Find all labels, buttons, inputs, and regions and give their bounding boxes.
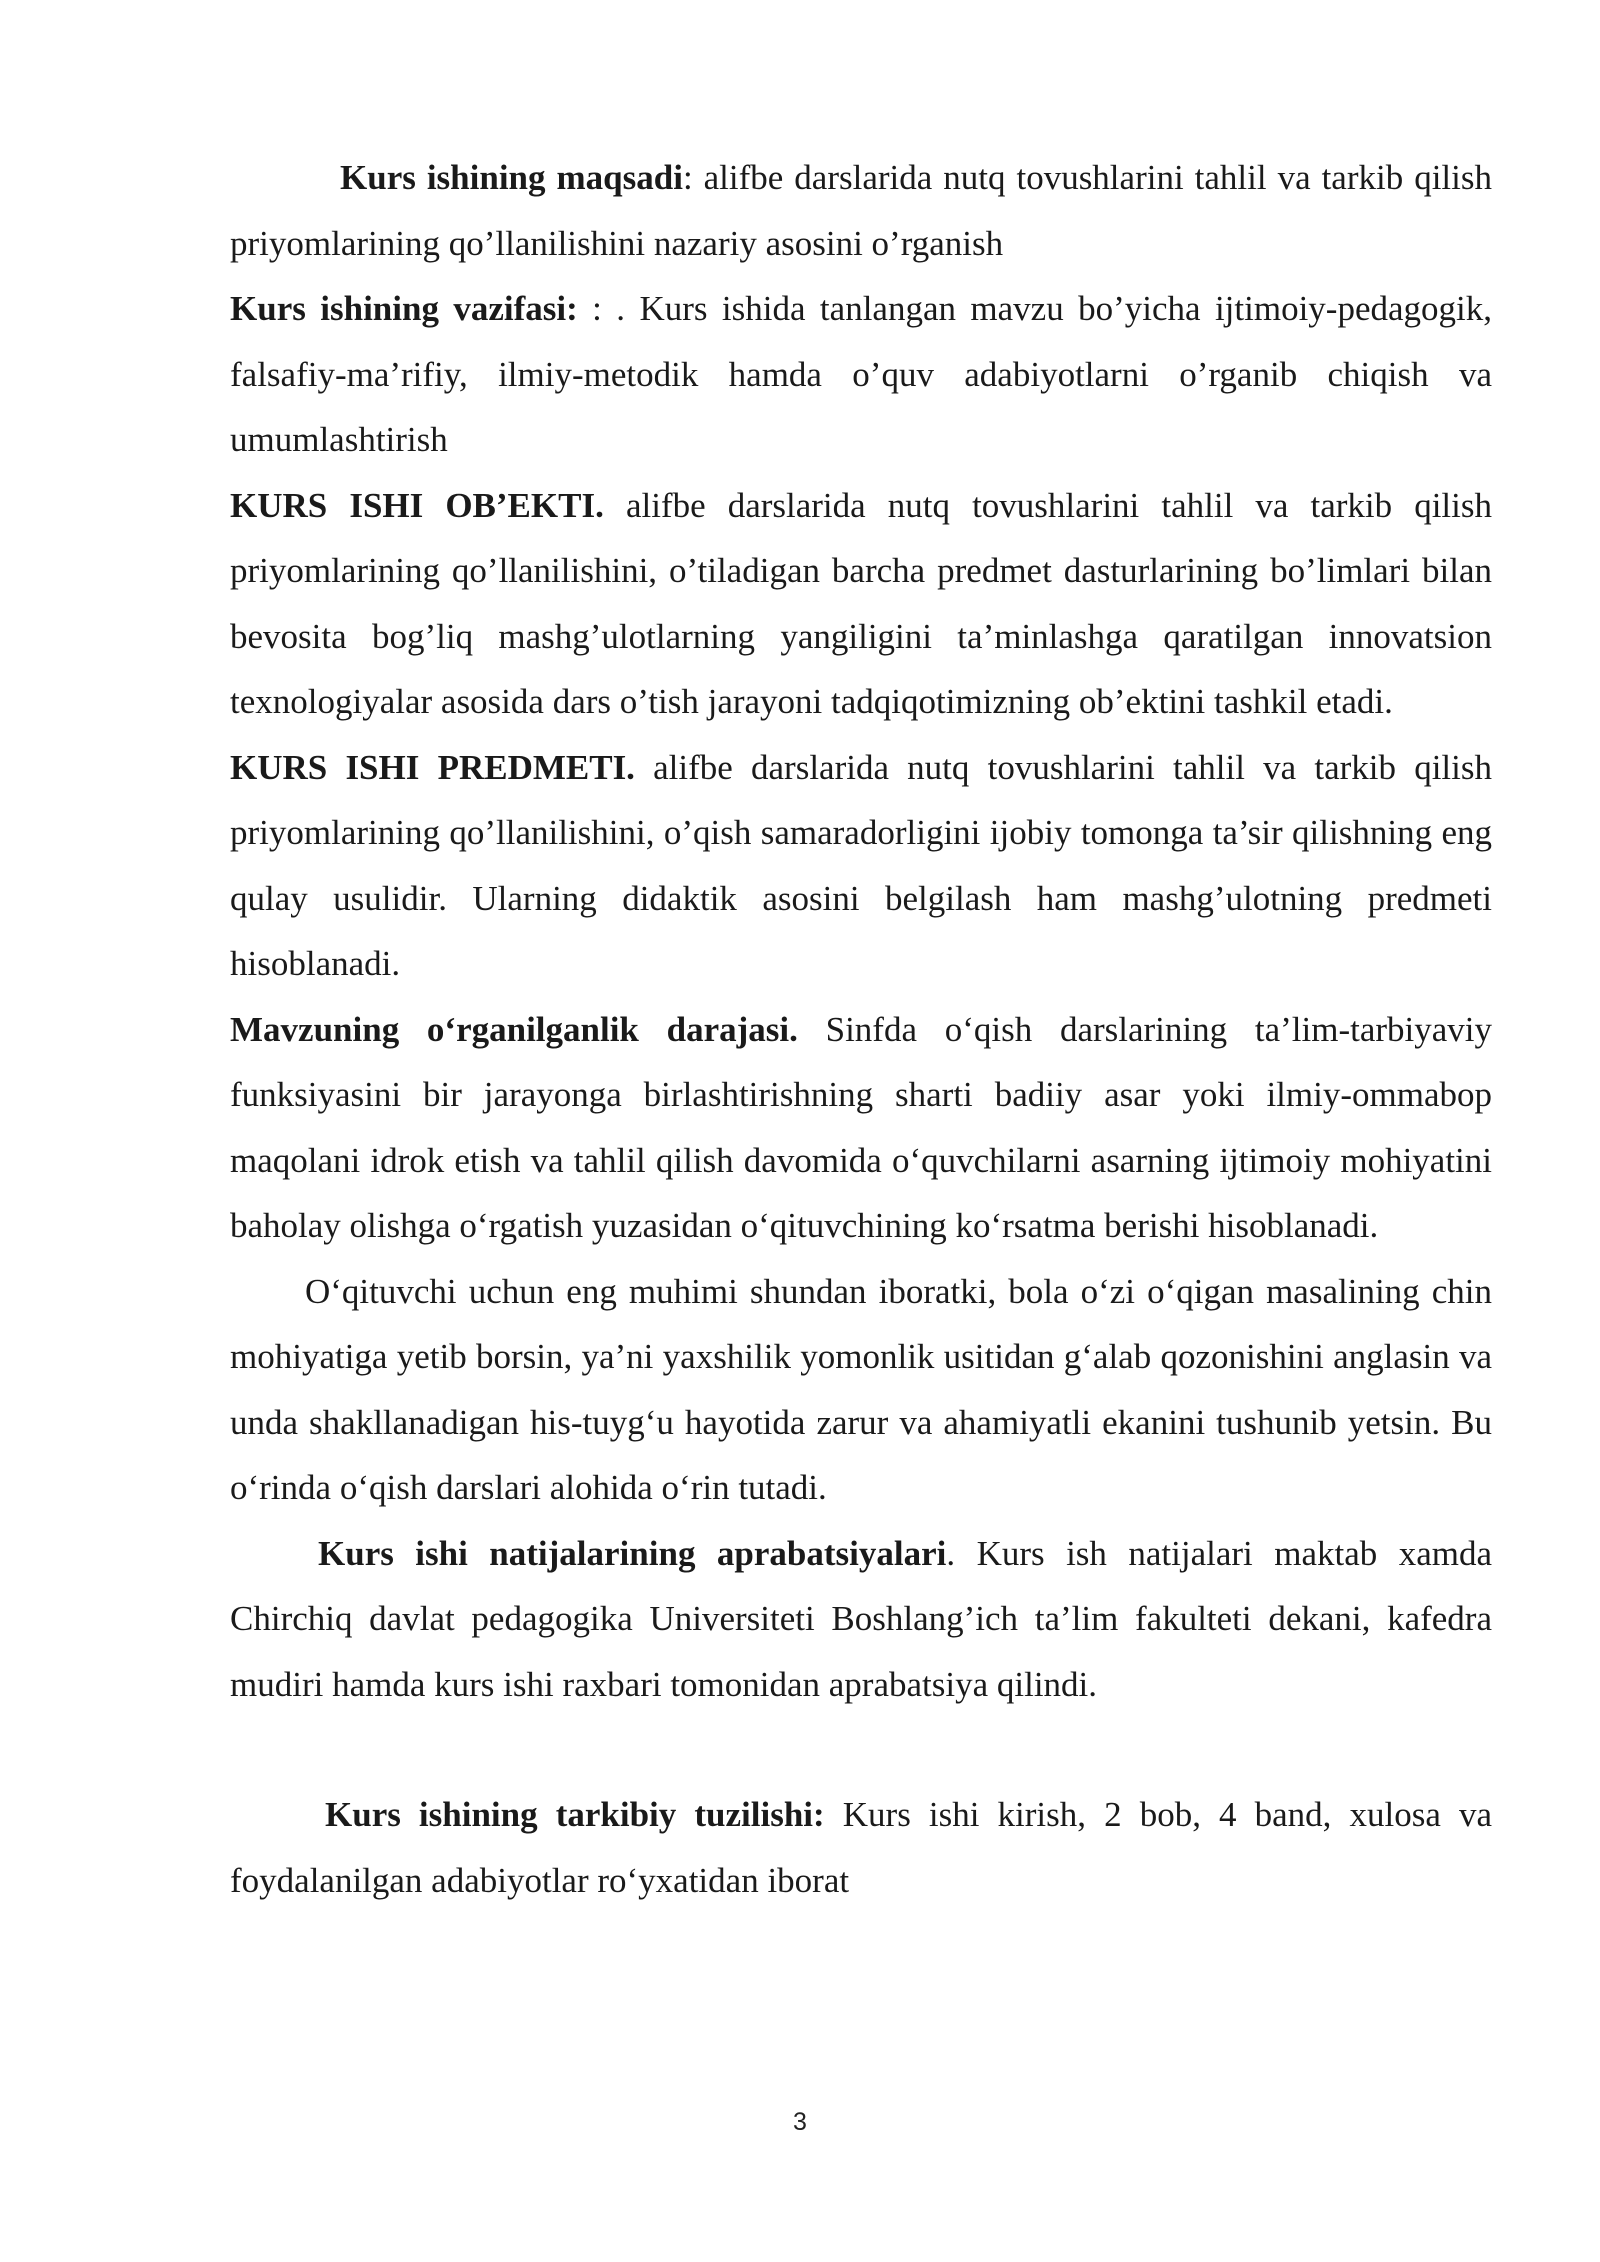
paragraph-aprabatsiya — [230, 1521, 1492, 1718]
text-tuzilishi: Kurs ishi kirish, 2 bob, 4 band, xulosa va foydalanilgan adabiyotlar ro‘yxatidan iborat — [230, 1795, 1493, 1900]
paragraph-organilganlik — [230, 997, 1492, 1259]
text-maqsadi: : alifbe darslarida nutq tovushlarini tahlil va tarkib qilish priyomlarining qo’llanilishini nazariy asosini o’rganish — [230, 158, 1492, 263]
text-organilganlik: Sinfda o‘qish darslarining ta’lim-tarbiyaviy funksiyasini bir jarayonga birlashtirishning sharti badiiy asar yoki ilmiy-ommabop maqolani idrok etish va tahlil qilish davomida o‘quvchilarni asarning ijtimoiy mohiyatini baholay olishga o‘rgatish yuzasidan o‘qituvchining ko‘rsatma berishi hisoblanadi. — [230, 1009, 1492, 1245]
text-obekti: alifbe darslarida nutq tovushlarini tahlil va tarkib qilish priyomlarining qo’llanilishini, o’tiladigan barcha predmet dasturlarining bo’limlari bilan bevosita bog’liq mashg’ulotlarning yangiligini ta’minlashga qaratilgan innovatsion texnologiyalar asosida dars o’tish jarayoni tadqiqotimizning ob’ektini tashkil etadi. — [230, 485, 1493, 721]
text-aprabatsiya: . Kurs ish natijalari maktab xamda Chirchiq davlat pedagogika Universiteti Boshlang’ich ta’lim fakulteti dekani, kafedra mudiri hamda kurs ishi raxbari tomonidan aprabatsiya qilindi. — [230, 1533, 1493, 1704]
text-predmeti: alifbe darslarida nutq tovushlarini tahlil va tarkib qilish priyomlarining qo’llanilishini, o’qish samaradorligini ijobiy tomonga ta’sir qilishning eng qulay usulidir. Ularning didaktik asosini belgilash ham mashg’ulotning predmeti hisoblanadi. — [230, 747, 1492, 983]
heading-aprabatsiya: Kurs ishi natijalarining aprabatsiyalari — [318, 1533, 947, 1573]
paragraph-predmeti — [230, 735, 1492, 997]
paragraph-spacer — [230, 1717, 1492, 1782]
heading-obekti: KURS ISHI OB’EKTI. — [230, 485, 604, 525]
heading-maqsadi: Kurs ishining maqsadi — [340, 158, 683, 197]
heading-predmeti: KURS ISHI PREDMETI. — [230, 747, 635, 787]
page-number: 3 — [793, 2108, 807, 2136]
paragraph-tuzilishi — [230, 1782, 1492, 1913]
text-oqituvchi: O‘qituvchi uchun eng muhimi shundan iboratki, bola o‘zi o‘qigan masalining chin mohiyatiga yetib borsin, ya’ni yaxshilik yomonlik usitidan g‘alab qozonishini anglasin va unda shakllanadigan his-tuyg‘u hayotida zarur va ahamiyatli ekanini tushunib yetsin. Bu o‘rinda o‘qish darslari alohida o‘rin tutadi. — [230, 1271, 1492, 1507]
paragraph-vazifasi — [230, 276, 1492, 473]
document-page — [230, 145, 1492, 1913]
heading-tuzilishi: Kurs ishining tarkibiy tuzilishi: — [325, 1795, 825, 1834]
heading-vazifasi: Kurs ishining vazifasi: — [230, 289, 578, 328]
paragraph-obekti — [230, 473, 1492, 735]
text-vazifasi: : . Kurs ishida tanlangan mavzu bo’yicha ijtimoiy-pedagogik, falsafiy-ma’rifiy, ilmiy-metodik hamda o’quv adabiyotlarni o’rganib chiqish va umumlashtirish — [230, 289, 1492, 459]
heading-organilganlik: Mavzuning o‘rganilganlik darajasi. — [230, 1009, 798, 1049]
paragraph-maqsadi — [230, 145, 1492, 276]
paragraph-oqituvchi — [230, 1259, 1492, 1521]
